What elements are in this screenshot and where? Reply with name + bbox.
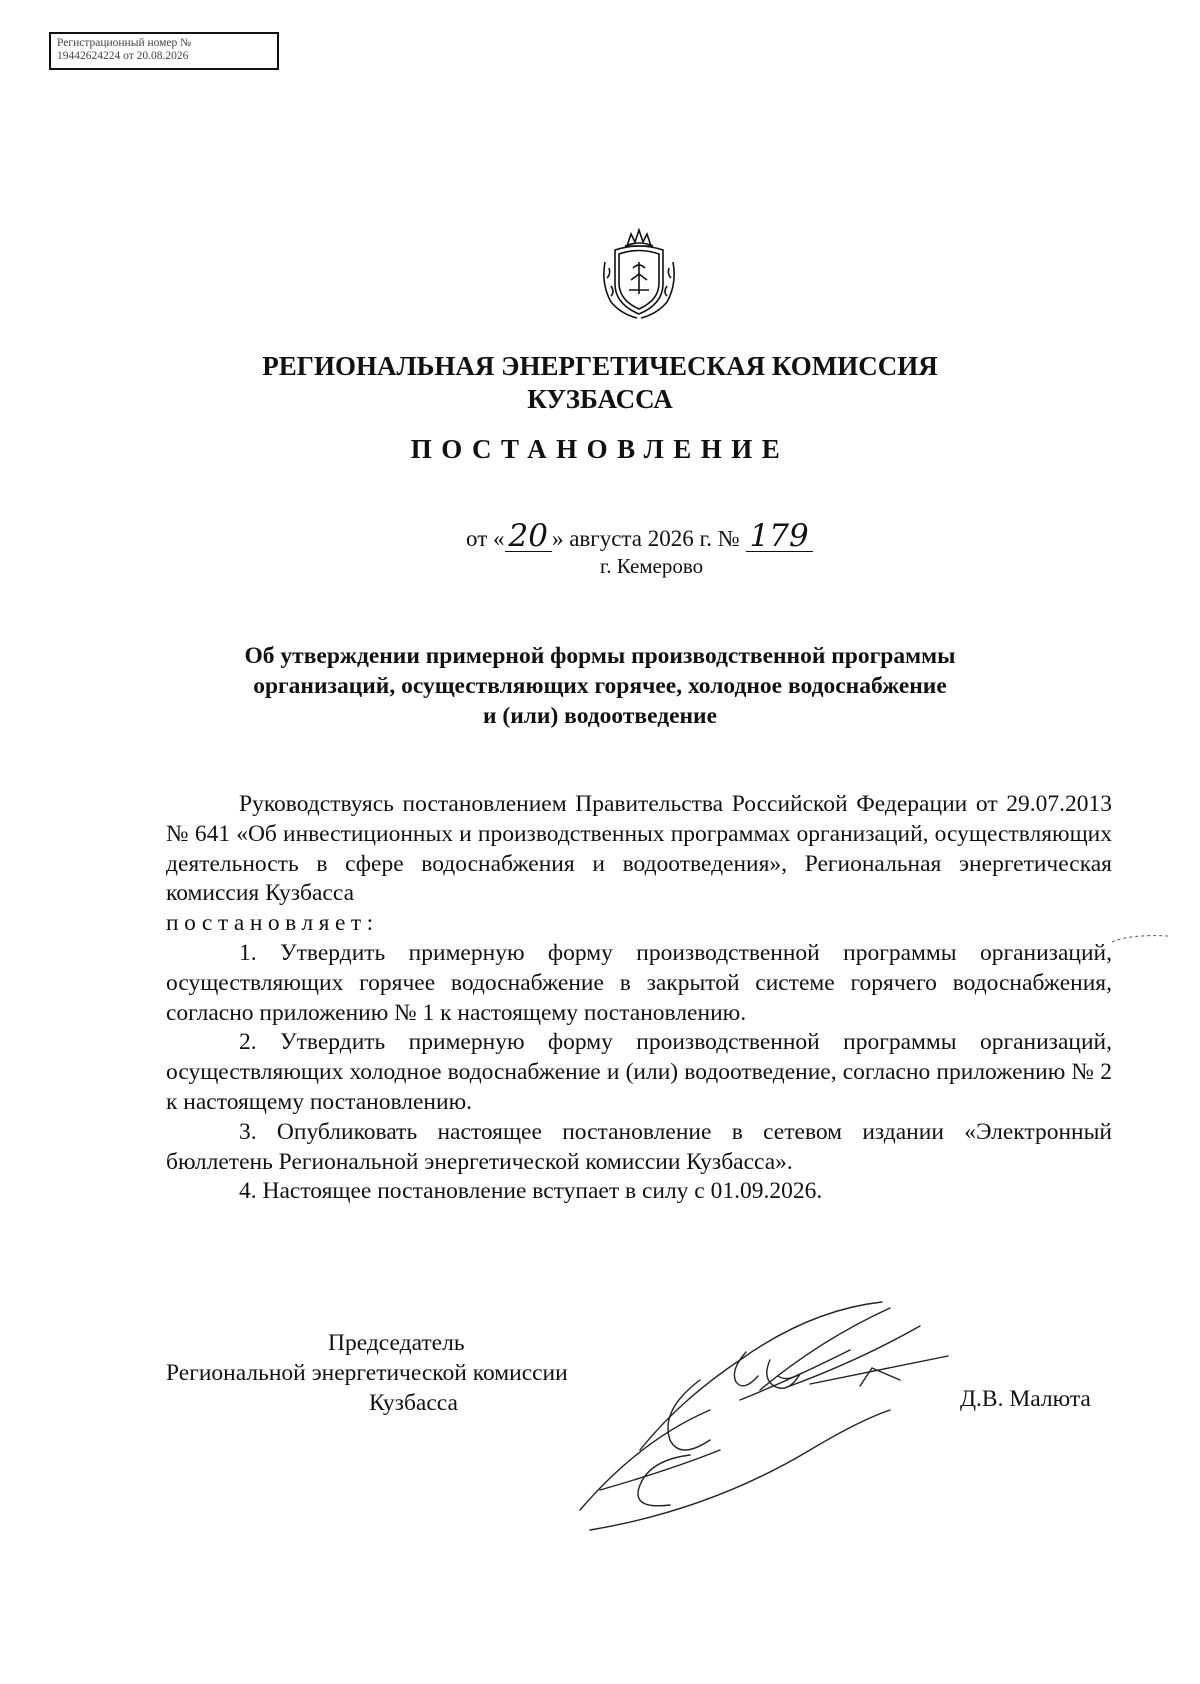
- handwritten-signature: [560, 1290, 1000, 1540]
- document-type: ПОСТАНОВЛЕНИЕ: [410, 434, 790, 464]
- registration-number-label: Регистрационный номер №: [57, 37, 192, 49]
- pen-stroke-mark: [1110, 930, 1170, 950]
- document-title: [0, 641, 1200, 731]
- coat-of-arms-icon: [597, 228, 681, 320]
- authority-name-line2: КУЗБАССА: [527, 384, 673, 414]
- title-line2: организаций, осуществляющих горячее, холодное водоснабжение: [253, 673, 947, 699]
- registration-stamp: [49, 32, 279, 70]
- city: г. Кемерово: [600, 554, 704, 578]
- authority-name: [0, 350, 1200, 416]
- title-line3: и (или) водоотведение: [482, 703, 718, 729]
- position-line2: Региональной энергетической комиссии: [166, 1360, 568, 1386]
- item-2: 2. Утвердить примерную форму производственной программы организаций, осуществляющих холодное водоснабжение и (или) водоотведение, согласно приложению № 2 к настоящему постановлению.: [166, 1029, 1112, 1115]
- position-line1: Председатель: [328, 1330, 465, 1356]
- decides-word: постановляет:: [166, 910, 379, 937]
- authority-name-line1: РЕГИОНАЛЬНАЯ ЭНЕРГЕТИЧЕСКАЯ КОМИССИЯ: [262, 351, 938, 381]
- document-body: [166, 790, 1112, 1207]
- date-line: [466, 518, 813, 554]
- date-prefix: от «: [466, 526, 505, 551]
- date-month-year: » августа 2026 г. №: [551, 526, 746, 551]
- preamble-paragraph: Руководствуясь постановлением Правительства Российской Федерации от 29.07.2013 № 641 «Об инвестиционных и производственных программах организаций, осуществляющих деятельность в сфере водоснабжения и водоотведения», Региональная энергетическая комиссия Кузбасса: [166, 791, 1112, 907]
- registration-number-value: 19442624224 от 20.08.2026: [57, 50, 189, 62]
- item-1: 1. Утвердить примерную форму производственной программы организаций, осуществляющих горячее водоснабжение в закрытой системе горячего водоснабжения, согласно приложению № 1 к настоящему постановлению.: [166, 939, 1112, 1026]
- position-line3: Кузбасса: [369, 1390, 458, 1416]
- signatory-name: Д.В. Малюта: [960, 1386, 1091, 1412]
- item-3: 3. Опубликовать настоящее постановление в сетевом издании «Электронный бюллетень Региональной энергетической комиссии Кузбасса».: [166, 1118, 1112, 1175]
- title-line1: Об утверждении примерной формы производственной программы: [244, 643, 956, 669]
- handwritten-day: 20: [505, 521, 552, 552]
- handwritten-number: 179: [746, 521, 813, 552]
- item-4: 4. Настоящее постановление вступает в силу с 01.09.2026.: [239, 1178, 823, 1205]
